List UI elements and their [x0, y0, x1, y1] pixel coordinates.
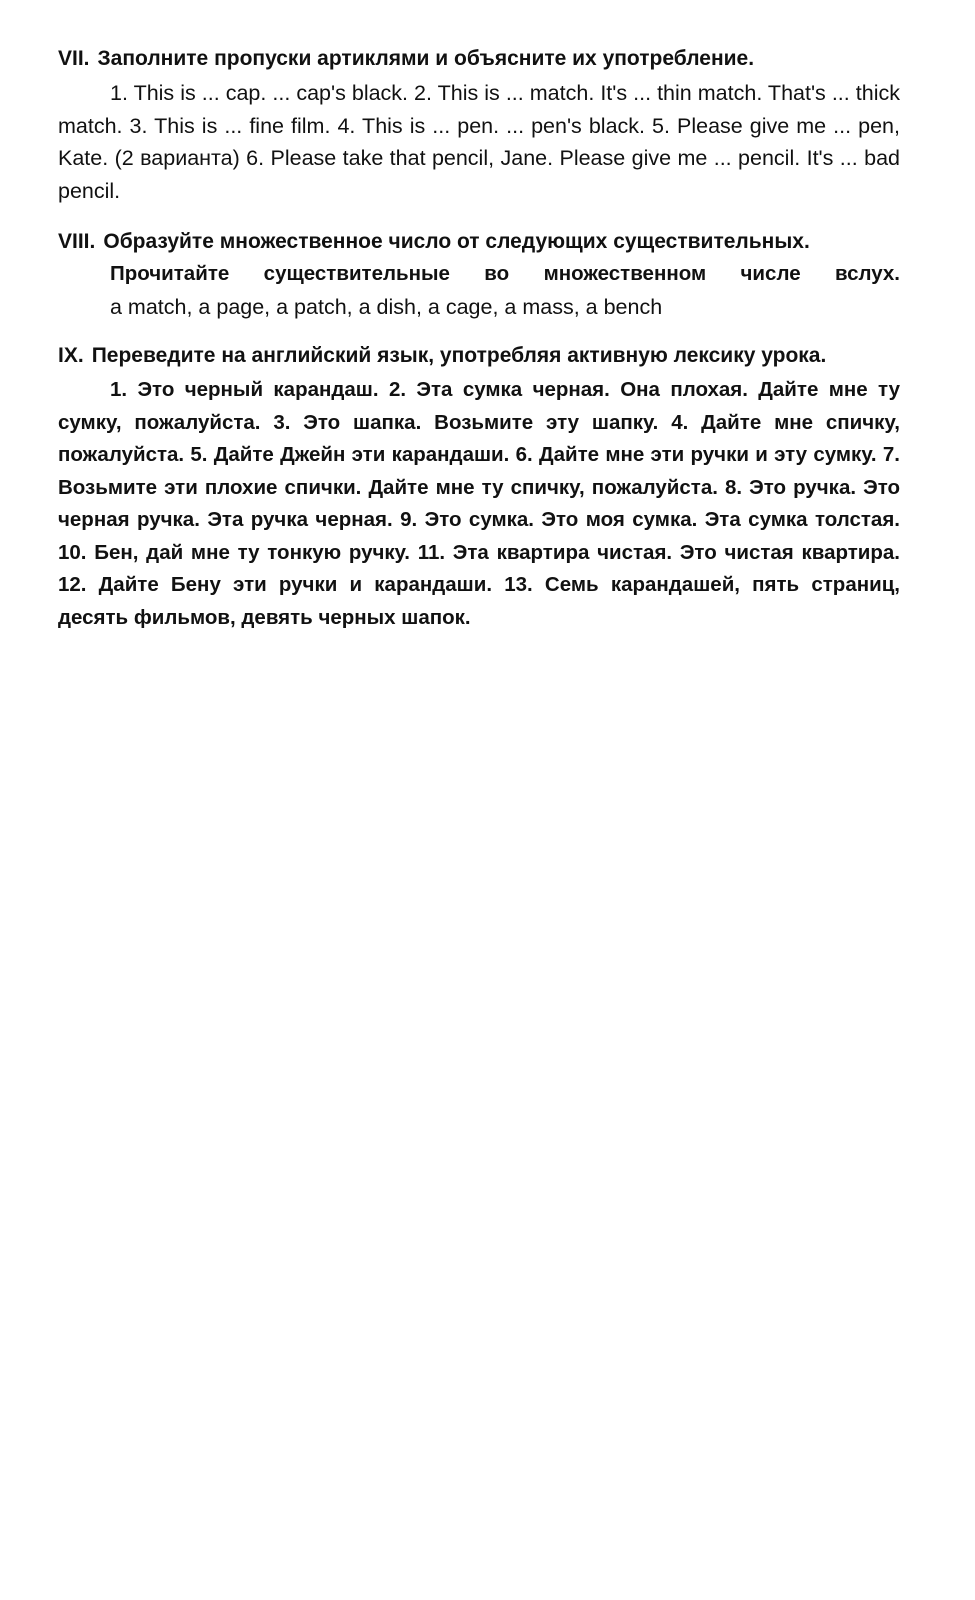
exercise-body — [58, 258, 900, 323]
exercise-9 — [58, 339, 900, 634]
exercise-text: 1. This is ... cap. ... cap's black. 2. This is ... match. It's ... thin match. That's ... thick match. 3. This is ... fine film. 4. This is ... pen. ... pen's black. 5. Please give me ... pen, Kate. (2 варианта) 6. Please take that pencil, Jane. Please give me ... pencil. It's ... bad pencil. — [58, 81, 900, 203]
exercise-number: VIII. — [58, 230, 96, 253]
exercise-word-list: a match, a page, a patch, a dish, a cage, a mass, a bench — [110, 294, 663, 319]
exercise-8 — [58, 225, 900, 323]
exercise-heading — [58, 225, 900, 258]
exercise-title: Образуйте множественное число от следующих существительных. — [103, 230, 810, 253]
exercise-subtitle: Прочитайте существительные во множественном числе вслух. — [110, 262, 900, 285]
exercise-title: Переведите на английский язык, употребляя активную лексику урока. — [91, 344, 827, 367]
exercise-number: IX. — [58, 344, 84, 367]
exercise-heading — [58, 339, 900, 372]
exercise-text: 1. Это черный карандаш. 2. Эта сумка черная. Она плохая. Дайте мне ту сумку, пожалуйста. 3. Это шапка. Возьмите эту шапку. 4. Дайте мне спичку, пожалуйста. 5. Дайте Джейн эти карандаши. 6. Дайте мне эти ручки и эту сумку. 7. Возьмите эти плохие спички. Дайте мне ту спичку, пожалуйста. 8. Это ручка. Это черная ручка. Эта ручка черная. 9. Это сумка. Это моя сумка. Эта сумка толстая. 10. Бен, дай мне ту тонкую ручку. 11. Эта квартира чистая. Это чистая квартира. 12. Дайте Бену эти ручки и карандаши. 13. Семь карандашей, пять страниц, десять фильмов, девять черных шапок. — [58, 378, 900, 629]
page — [58, 42, 900, 634]
exercise-7 — [58, 42, 900, 207]
exercise-heading — [58, 42, 900, 75]
exercise-number: VII. — [58, 47, 90, 70]
exercise-title: Заполните пропуски артиклями и объясните их употребление. — [97, 47, 755, 70]
